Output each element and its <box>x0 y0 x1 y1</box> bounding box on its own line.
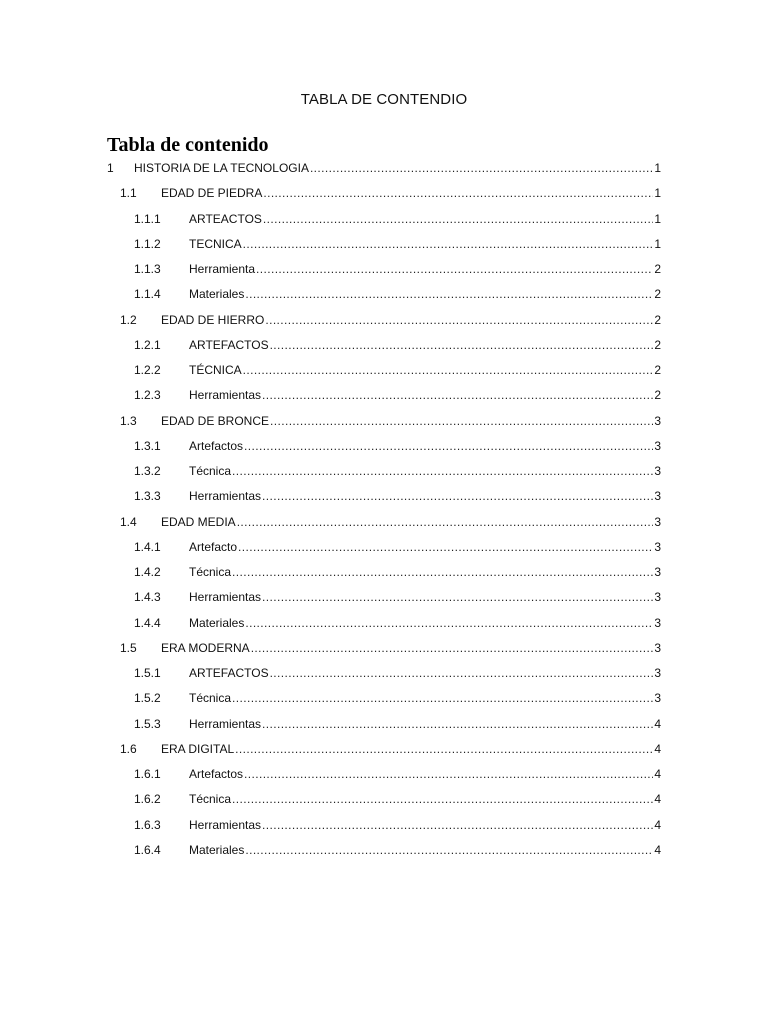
toc-entry-title: Artefactos <box>189 438 244 453</box>
toc-entry[interactable] <box>107 661 661 686</box>
dot-leader <box>232 787 653 812</box>
toc-entry-page: 3 <box>654 590 661 605</box>
toc-entry-title: Herramienta <box>189 262 256 276</box>
toc-entry[interactable] <box>107 257 661 282</box>
dot-leader <box>232 560 653 585</box>
dot-leader <box>270 333 654 358</box>
toc-entry-number: 1.4.2 <box>134 565 161 579</box>
toc-entry-number: 1.5.1 <box>134 666 161 680</box>
toc-entry[interactable] <box>107 409 661 434</box>
toc-entry-number: 1.2.3 <box>134 388 161 403</box>
toc-entry-number: 1.6.3 <box>134 817 161 832</box>
dot-leader <box>237 510 654 535</box>
toc-entry-page: 1 <box>654 161 661 175</box>
toc-entry[interactable] <box>107 611 661 636</box>
toc-entry-title: ERA DIGITAL <box>161 741 235 756</box>
toc-entry[interactable] <box>107 686 661 711</box>
dot-leader <box>270 661 654 686</box>
toc-entry-title: Herramientas <box>189 716 262 731</box>
toc-entry-page: 2 <box>654 262 661 276</box>
toc-entry-title: ARTEACTOS <box>189 211 262 226</box>
dot-leader <box>244 762 653 787</box>
dot-leader <box>243 232 654 257</box>
toc-entry-number: 1.6 <box>120 741 137 756</box>
toc-entry-title: EDAD DE BRONCE <box>161 413 270 428</box>
toc-entry[interactable] <box>107 282 661 307</box>
toc-entry-number: 1.4.4 <box>134 615 161 630</box>
toc-entry-title: EDAD DE PIEDRA <box>161 186 263 201</box>
dot-leader <box>251 636 654 661</box>
toc-entry[interactable] <box>107 838 661 863</box>
toc-entry-page: 2 <box>654 388 661 403</box>
toc-entry-page: 3 <box>654 438 661 453</box>
toc-entry-title: Técnica <box>189 691 232 706</box>
toc-entry-page: 3 <box>654 691 661 706</box>
toc-entry-number: 1.6.1 <box>134 767 161 781</box>
toc-entry-title: Herramientas <box>189 590 262 605</box>
toc-entry[interactable] <box>107 156 661 181</box>
dot-leader <box>256 257 653 282</box>
toc-entry-page: 3 <box>654 666 661 680</box>
toc-entry[interactable] <box>107 434 661 459</box>
toc-entry[interactable] <box>107 585 661 610</box>
toc-entry-page: 4 <box>654 792 661 807</box>
toc-entry-number: 1.1 <box>120 186 137 201</box>
toc-entry-number: 1.3 <box>120 413 137 428</box>
toc-entry-page: 3 <box>654 640 661 655</box>
toc-entry-title: TÉCNICA <box>189 363 242 377</box>
toc-entry-title: Herramientas <box>189 489 262 504</box>
toc-entry[interactable] <box>107 459 661 484</box>
toc-entry-title: EDAD DE HIERRO <box>161 312 265 327</box>
toc-entry-number: 1.1.4 <box>134 287 161 302</box>
toc-entry-page: 2 <box>654 312 661 327</box>
toc-entry-title: Materiales <box>189 287 245 302</box>
toc-entry-page: 1 <box>654 236 661 251</box>
toc-entry-title: Técnica <box>189 792 232 807</box>
toc-entry-page: 3 <box>654 489 661 504</box>
toc-entry-number: 1.6.2 <box>134 792 161 807</box>
toc-entry[interactable] <box>107 712 661 737</box>
toc-entry[interactable] <box>107 232 661 257</box>
toc-entry-number: 1.5.3 <box>134 716 161 731</box>
toc-entry-page: 4 <box>654 817 661 832</box>
toc-entry-page: 3 <box>654 615 661 630</box>
toc-entry[interactable] <box>107 737 661 762</box>
dot-leader <box>310 156 653 181</box>
toc-entry-title: Herramientas <box>189 388 262 403</box>
toc-entry-page: 3 <box>654 464 661 478</box>
toc-entry-title: EDAD MEDIA <box>161 514 236 529</box>
dot-leader <box>262 813 653 838</box>
dot-leader <box>270 409 653 434</box>
toc-entry[interactable] <box>107 636 661 661</box>
dot-leader <box>262 383 653 408</box>
toc-entry-page: 4 <box>654 716 661 731</box>
dot-leader <box>244 434 653 459</box>
toc-entry-number: 1.1.3 <box>134 262 161 276</box>
toc-entry-number: 1.3.3 <box>134 489 161 504</box>
dot-leader <box>262 484 653 509</box>
toc-entry-title: Artefactos <box>189 767 244 781</box>
toc-entry-title: ARTEFACTOS <box>189 666 269 680</box>
toc-entry[interactable] <box>107 333 661 358</box>
toc-entry-page: 4 <box>654 741 661 756</box>
toc-entry-title: Materiales <box>189 842 245 857</box>
toc-entry-number: 1.2.1 <box>134 337 161 352</box>
dot-leader <box>263 207 653 232</box>
toc-entry-number: 1.4.3 <box>134 590 161 605</box>
toc-entry[interactable] <box>107 484 661 509</box>
toc-entry[interactable] <box>107 535 661 560</box>
toc-entry-page: 2 <box>654 337 661 352</box>
dot-leader <box>263 181 653 206</box>
toc-entry-page: 4 <box>654 842 661 857</box>
toc-entry[interactable] <box>107 358 661 383</box>
dot-leader <box>265 308 653 333</box>
toc-entry-title: ERA MODERNA <box>161 640 250 655</box>
toc-entry-page: 2 <box>654 363 661 377</box>
toc-entry[interactable] <box>107 308 661 333</box>
dot-leader <box>235 737 653 762</box>
dot-leader <box>243 358 654 383</box>
toc-heading: Tabla de contenido <box>107 134 269 156</box>
toc-entry-page: 3 <box>654 413 661 428</box>
toc-entry-title: Herramientas <box>189 817 262 832</box>
dot-leader <box>245 838 653 863</box>
toc-entry[interactable] <box>107 813 661 838</box>
toc-entry-title: Técnica <box>189 464 232 478</box>
toc-entry[interactable] <box>107 207 661 232</box>
toc-entry-page: 3 <box>654 539 661 554</box>
toc-entry-page: 1 <box>654 186 661 201</box>
toc-entry-number: 1.1.2 <box>134 236 161 251</box>
toc-entry-title: Técnica <box>189 565 232 579</box>
toc-entry-page: 1 <box>654 211 661 226</box>
toc-entry-number: 1.3.2 <box>134 464 161 478</box>
toc-entry-number: 1.4.1 <box>134 539 161 554</box>
toc-entry[interactable] <box>107 181 661 206</box>
toc-entry-page: 3 <box>654 514 661 529</box>
toc-entry-title: Artefacto <box>189 539 238 554</box>
toc-entry-number: 1.1.1 <box>134 211 161 226</box>
toc-entry-page: 2 <box>654 287 661 302</box>
toc-entry-page: 4 <box>654 767 661 781</box>
page-title: TABLA DE CONTENDIO <box>300 91 468 108</box>
dot-leader <box>232 459 653 484</box>
toc-entry-number: 1.2.2 <box>134 363 161 377</box>
dot-leader <box>245 611 653 636</box>
toc-entry-number: 1.2 <box>120 312 137 327</box>
toc-entry-number: 1.4 <box>120 514 137 529</box>
toc-entry-number: 1 <box>107 161 114 175</box>
toc-entry-title: ARTEFACTOS <box>189 337 269 352</box>
toc-entry[interactable] <box>107 560 661 585</box>
toc-entry[interactable] <box>107 383 661 408</box>
dot-leader <box>262 712 653 737</box>
toc-entry-number: 1.5 <box>120 640 137 655</box>
dot-leader <box>238 535 653 560</box>
toc-entry-number: 1.5.2 <box>134 691 161 706</box>
toc-entry-title: HISTORIA DE LA TECNOLOGIA <box>134 161 309 175</box>
toc-entry-number: 1.6.4 <box>134 842 161 857</box>
dot-leader <box>262 585 653 610</box>
toc-entry-title: TECNICA <box>189 236 242 251</box>
dot-leader <box>245 282 653 307</box>
toc-entry[interactable] <box>107 762 661 787</box>
dot-leader <box>232 686 653 711</box>
toc-entry[interactable] <box>107 510 661 535</box>
table-of-contents <box>107 156 661 863</box>
toc-entry-number: 1.3.1 <box>134 438 161 453</box>
toc-entry[interactable] <box>107 787 661 812</box>
toc-entry-title: Materiales <box>189 615 245 630</box>
toc-entry-page: 3 <box>654 565 661 579</box>
